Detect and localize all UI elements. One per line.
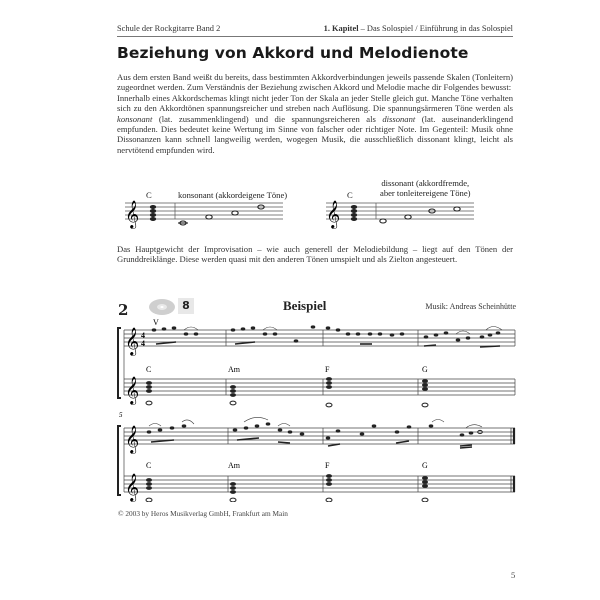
chord-symbol: C (146, 461, 152, 470)
consonant-label: konsonant (akkordeigene Töne) (178, 190, 288, 200)
page-number: 5 (511, 570, 516, 580)
intro-paragraph (117, 72, 513, 155)
chord-symbol: F (325, 365, 330, 374)
treble-clef-icon: 𝄞 (125, 329, 140, 355)
dissonant-label (380, 178, 471, 198)
time-signature-top: 4 (141, 331, 145, 340)
treble-clef-icon: 𝄞 (326, 202, 341, 228)
consonant-chord-symbol: C (146, 190, 152, 200)
chord-symbol: C (146, 365, 152, 374)
treble-clef-icon: 𝄞 (125, 202, 140, 228)
chapter-number: 1. Kapitel (323, 24, 359, 33)
intro-text: Aus dem ersten Band weißt du bereits, dass bestimmten Akkordverbindungen jeweils passende Skalen (Tonleitern) zugeordnet werden. Zum Verständnis der Beziehung zwischen Akkord und Melodie mache dir Folgendes bewusst: (117, 72, 513, 93)
dissonant-staff (326, 200, 476, 232)
score-system-1 (116, 318, 518, 410)
term-dissonant: dissonant (382, 113, 416, 124)
treble-clef-icon: 𝄞 (125, 378, 140, 404)
score-system-2 (116, 410, 518, 502)
chapter-subtitle: – Das Solospiel / Einführung in das Solospiel (358, 24, 513, 33)
term-konsonant: konsonant (117, 113, 153, 124)
cd-track-number: 8 (178, 298, 194, 314)
page-title: Beziehung von Akkord und Melodienote (117, 44, 469, 62)
body-text-c: (lat. auseinanderklingend empfunden. Dies bedeutet keine Wertung im Sinne von falscher oder richtiger Note. Im Gegenteil: Musik ohne Dissonanzen kann schnell langweilig werden, wogegen Musik, die ausschließlich dissonant klingt, leicht als nervtötend empfunden wird. (117, 113, 513, 155)
cd-icon (148, 298, 178, 316)
body-text (117, 93, 513, 155)
downstroke-mark: V (153, 318, 159, 327)
chord-symbol: Am (228, 365, 240, 374)
copyright-notice: © 2003 by Heros Musikverlag GmbH, Frankfurt am Main (118, 509, 288, 518)
chord-symbol: Am (228, 461, 240, 470)
composer-credit: Musik: Andreas Scheinhütte (425, 302, 516, 311)
measure-number: 5 (119, 411, 123, 419)
treble-clef-icon: 𝄞 (125, 427, 140, 453)
body-text-b: (lat. zusammenklingend) und die spannungsreicheren als (152, 113, 383, 124)
running-header (117, 22, 513, 37)
consonant-staff (125, 200, 285, 232)
book-title: Schule der Rockgitarre Band 2 (117, 24, 221, 33)
chapter-title (324, 24, 513, 33)
improvisation-paragraph: Das Hauptgewicht der Improvisation – wie auch generell der Melodiebildung – liegt auf den Tönen der Grunddreiklänge. Diese werden quasi mit den anderen Tönen umspielt und als Zielton angesteuert. (117, 244, 513, 265)
example-number: 2 (118, 301, 129, 319)
dissonant-label-line1: dissonant (akkordfremde, (381, 178, 470, 188)
example-title: Beispiel (283, 298, 327, 313)
dissonant-label-line2: aber tonleitereigene Töne) (380, 188, 471, 198)
time-signature-bottom: 4 (141, 339, 145, 348)
body-text-a: Innerhalb eines Akkordschemas klingt nicht jeder Ton der Skala an jeder Stelle gleich gut. Manche Töne verhalten sich zu den Akkordtönen spannungsreicher und streben nach Auflösung. Die spannungsärmeren Töne werden als (117, 92, 513, 114)
dissonant-chord-symbol: C (347, 190, 353, 200)
treble-clef-icon: 𝄞 (125, 475, 140, 501)
chord-symbol: G (422, 365, 428, 374)
chord-symbol: G (422, 461, 428, 470)
chord-symbol: F (325, 461, 330, 470)
